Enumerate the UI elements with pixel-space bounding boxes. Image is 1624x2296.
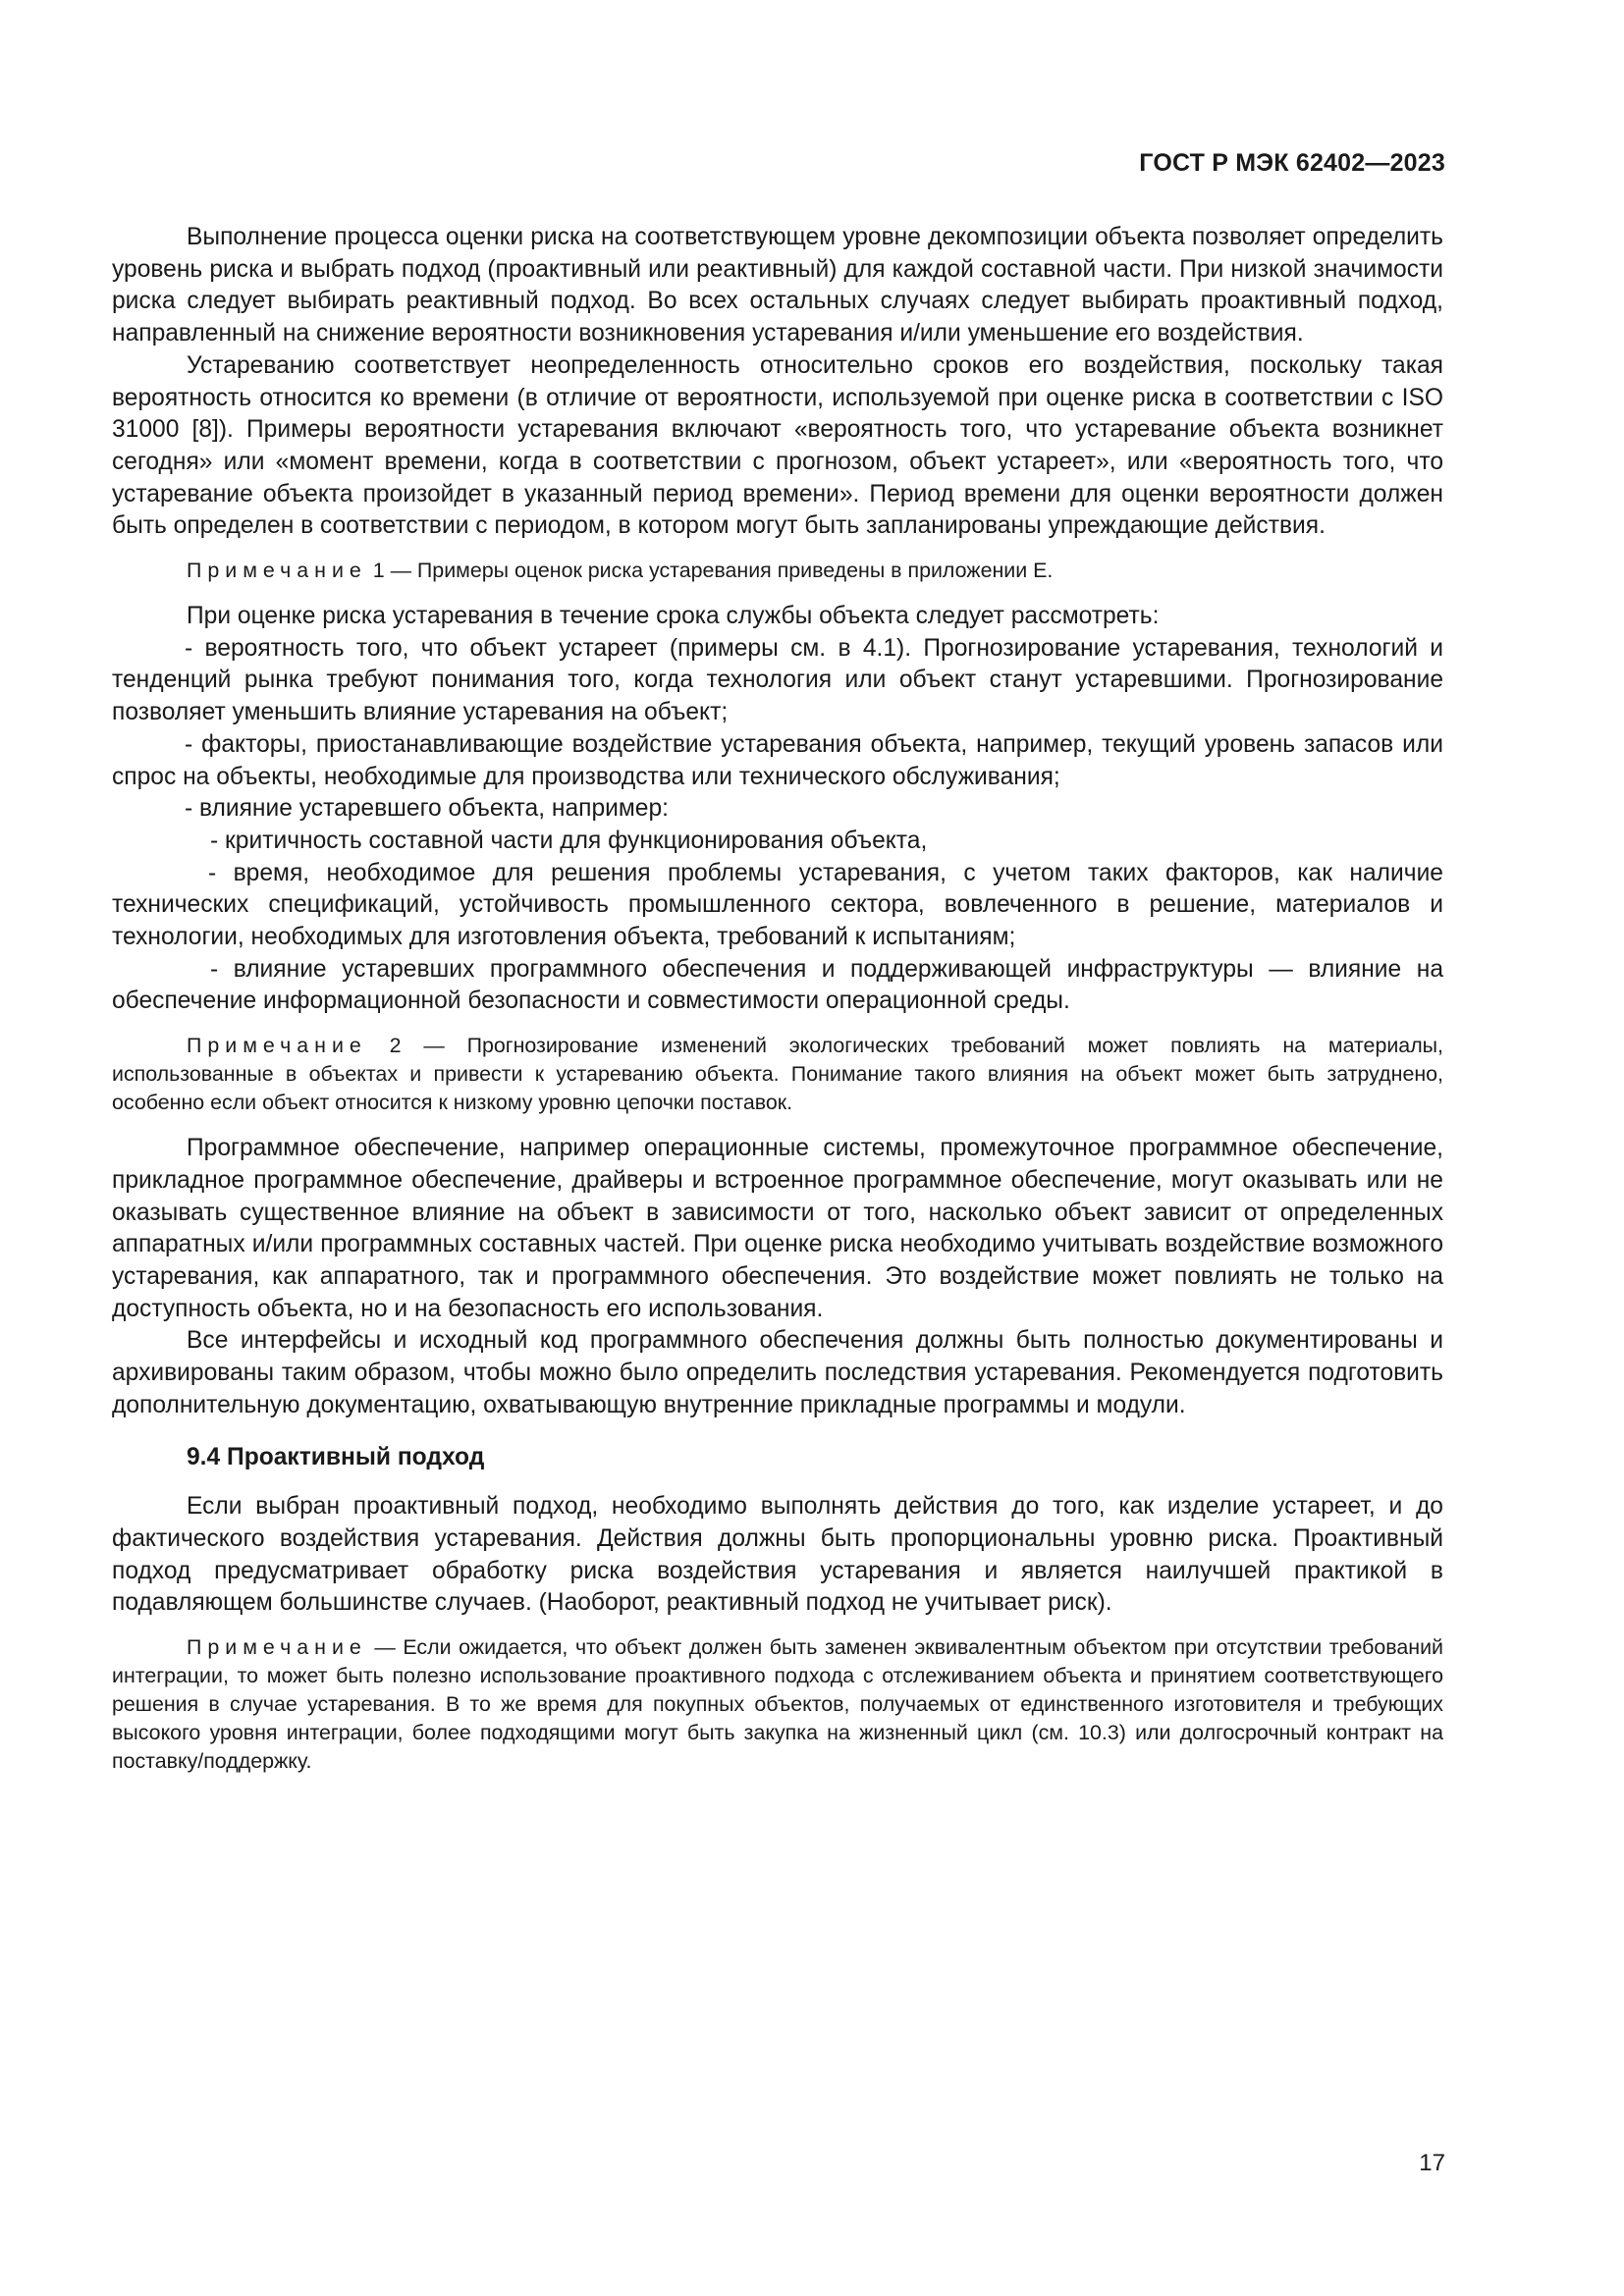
sub-list-item: - влияние устаревших программного обеспечения и поддерживающей инфраструктуры — влияние на обеспечение информационной безопасности и совместимости операционной среды.	[112, 955, 1443, 1015]
note-label: Примечание	[187, 1034, 367, 1058]
paragraph-obsolescence-probability: Устареванию соответствует неопределенность относительно сроков его воздействия, поскольку такая вероятность относится ко времени (в отличие от вероятности, используемой при оценке риска в соответствии с ISO 31000 [8]). Примеры вероятности устаревания включают «вероятность того, что устаревание объекта возникнет сегодня» или «момент времени, когда в соответствии с прогнозом, объект устареет», или «вероятность того, что устаревание объекта произойдет в указанный период времени». Период времени для оценки вероятности должен быть определен в соответствии с периодом, в котором могут быть запланированы упреждающие действия.	[112, 351, 1443, 540]
page-number: 17	[1419, 2150, 1445, 2176]
sub-list-item: - время, необходимое для решения проблемы устаревания, с учетом таких факторов, как наличие технических спецификаций, устойчивость промышленного сектора, вовлеченного в решение, материалов и технологии, необходимых для изготовления объекта, требований к испытаниям;	[112, 859, 1443, 951]
paragraph-proactive-approach: Если выбран проактивный подход, необходимо выполнять действия до того, как изделие устареет, и до фактического воздействия устаревания. Действия должны быть пропорциональны уровню риска. Проактивный подход предусматривает обработку риска воздействия устаревания и является наилучшей практикой в подавляющем большинстве случаев. (Наоборот, реактивный подход не учитывает риск).	[112, 1493, 1443, 1617]
list-item: - факторы, приостанавливающие воздействие устаревания объекта, например, текущий уровень запасов или спрос на объекты, необходимые для производства или технического обслуживания;	[112, 730, 1443, 790]
paragraph-consider-list-intro: При оценке риска устаревания в течение срока службы объекта следует рассмотреть:	[187, 603, 1160, 630]
list-item: - вероятность того, что объект устареет (примеры см. в 4.1). Прогнозирование устаревания, технологий и тенденций рынка требуют понимания того, когда технология или объект станут устаревшими. Прогнозирование позволяет уменьшить влияние устаревания на объект;	[112, 634, 1443, 726]
note-text: 1 — Примеры оценок риска устаревания приведены в приложении Е.	[366, 559, 1054, 583]
note-1	[112, 557, 1443, 585]
note-text: 2 — Прогнозирование изменений экологических требований может повлиять на материалы, использованные в объектах и привести к устареванию объекта. Понимание такого влияния на объект может быть затруднено, особенно если объект относится к низкому уровню цепочки поставок.	[112, 1034, 1443, 1115]
sub-list-item: - критичность составной части для функционирования объекта,	[210, 827, 928, 854]
note-3	[112, 1633, 1443, 1776]
note-2	[112, 1032, 1443, 1117]
paragraph-risk-assessment: Выполнение процесса оценки риска на соответствующем уровне декомпозиции объекта позволяет определить уровень риска и выбрать подход (проактивный или реактивный) для каждой составной части. При низкой значимости риска следует выбирать реактивный подход. Во всех остальных случаях следует выбирать проактивный подход, направленный на снижение вероятности возникновения устаревания и/или уменьшение его воздействия.	[112, 224, 1443, 347]
list-item: - влияние устаревшего объекта, например:	[185, 795, 669, 823]
note-label: Примечание	[187, 559, 367, 583]
document-body	[112, 222, 1443, 1776]
document-header: ГОСТ Р МЭК 62402—2023	[1139, 149, 1445, 177]
paragraph-software: Программное обеспечение, например операционные системы, промежуточное программное обеспечение, прикладное программное обеспечение, драйверы и встроенное программное обеспечение, могут оказывать или не оказывать существенное влияние на объект в зависимости от того, насколько объект зависит от определенных аппаратных и/или программных составных частей. При оценке риска необходимо учитывать воздействие возможного устаревания, как аппаратного, так и программного обеспечения. Это воздействие может повлиять не только на доступность объекта, но и на безопасность его использования.	[112, 1135, 1443, 1322]
note-label: Примечание	[187, 1635, 367, 1660]
paragraph-interfaces: Все интерфейсы и исходный код программного обеспечения должны быть полностью документированы и архивированы таким образом, чтобы можно было определить последствия устаревания. Рекомендуется подготовить дополнительную документацию, охватывающую внутренние прикладные программы и модули.	[112, 1327, 1443, 1418]
section-heading: 9.4 Проактивный подход	[187, 1443, 485, 1470]
note-text: — Если ожидается, что объект должен быть заменен эквивалентным объектом при отсутствии требований интеграции, то может быть полезно использование проактивного подхода с отслеживанием объекта и принятием соответствующего решения в случае устаревания. В то же время для покупных объектов, получаемых от единственного изготовителя и требующих высокого уровня интеграции, более подходящими могут быть закупка на жизненный цикл (см. 10.3) или долгосрочный контракт на поставку/поддержку.	[112, 1635, 1443, 1774]
